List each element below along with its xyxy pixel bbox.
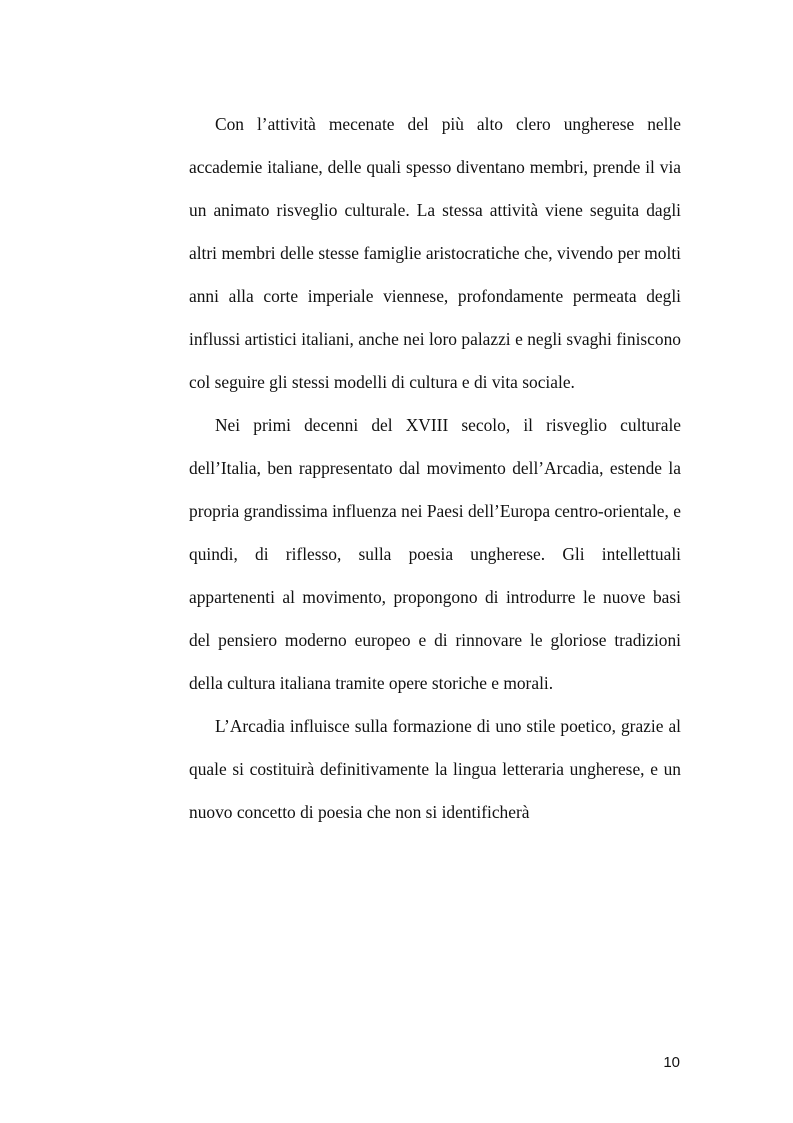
body-text [189,103,681,834]
page-number: 10 [663,1054,680,1071]
paragraph-2: Nei primi decenni del XVIII secolo, il risveglio culturale dell’Italia, ben rappresentato dal movimento dell’Arcadia, estende la propria grandissima influenza nei Paesi dell’Europa centro-orientale, e quindi, di riflesso, sulla poesia ungherese. Gli intellettuali appartenenti al movimento, propongono di introdurre le nuove basi del pensiero moderno europeo e di rinnovare le gloriose tradizioni della cultura italiana tramite opere storiche e morali. [189,415,681,693]
paragraph-3: L’Arcadia influisce sulla formazione di uno stile poetico, grazie al quale si costituirà definitivamente la lingua letteraria ungherese, e un nuovo concetto di poesia che non si identificherà [189,716,681,822]
paragraph-1: Con l’attività mecenate del più alto clero ungherese nelle accademie italiane, delle quali spesso diventano membri, prende il via un animato risveglio culturale. La stessa attività viene seguita dagli altri membri delle stesse famiglie aristocratiche che, vivendo per molti anni alla corte imperiale viennese, profondamente permeata degli influssi artistici italiani, anche nei loro palazzi e negli svaghi finiscono col seguire gli stessi modelli di cultura e di vita sociale. [189,114,681,392]
